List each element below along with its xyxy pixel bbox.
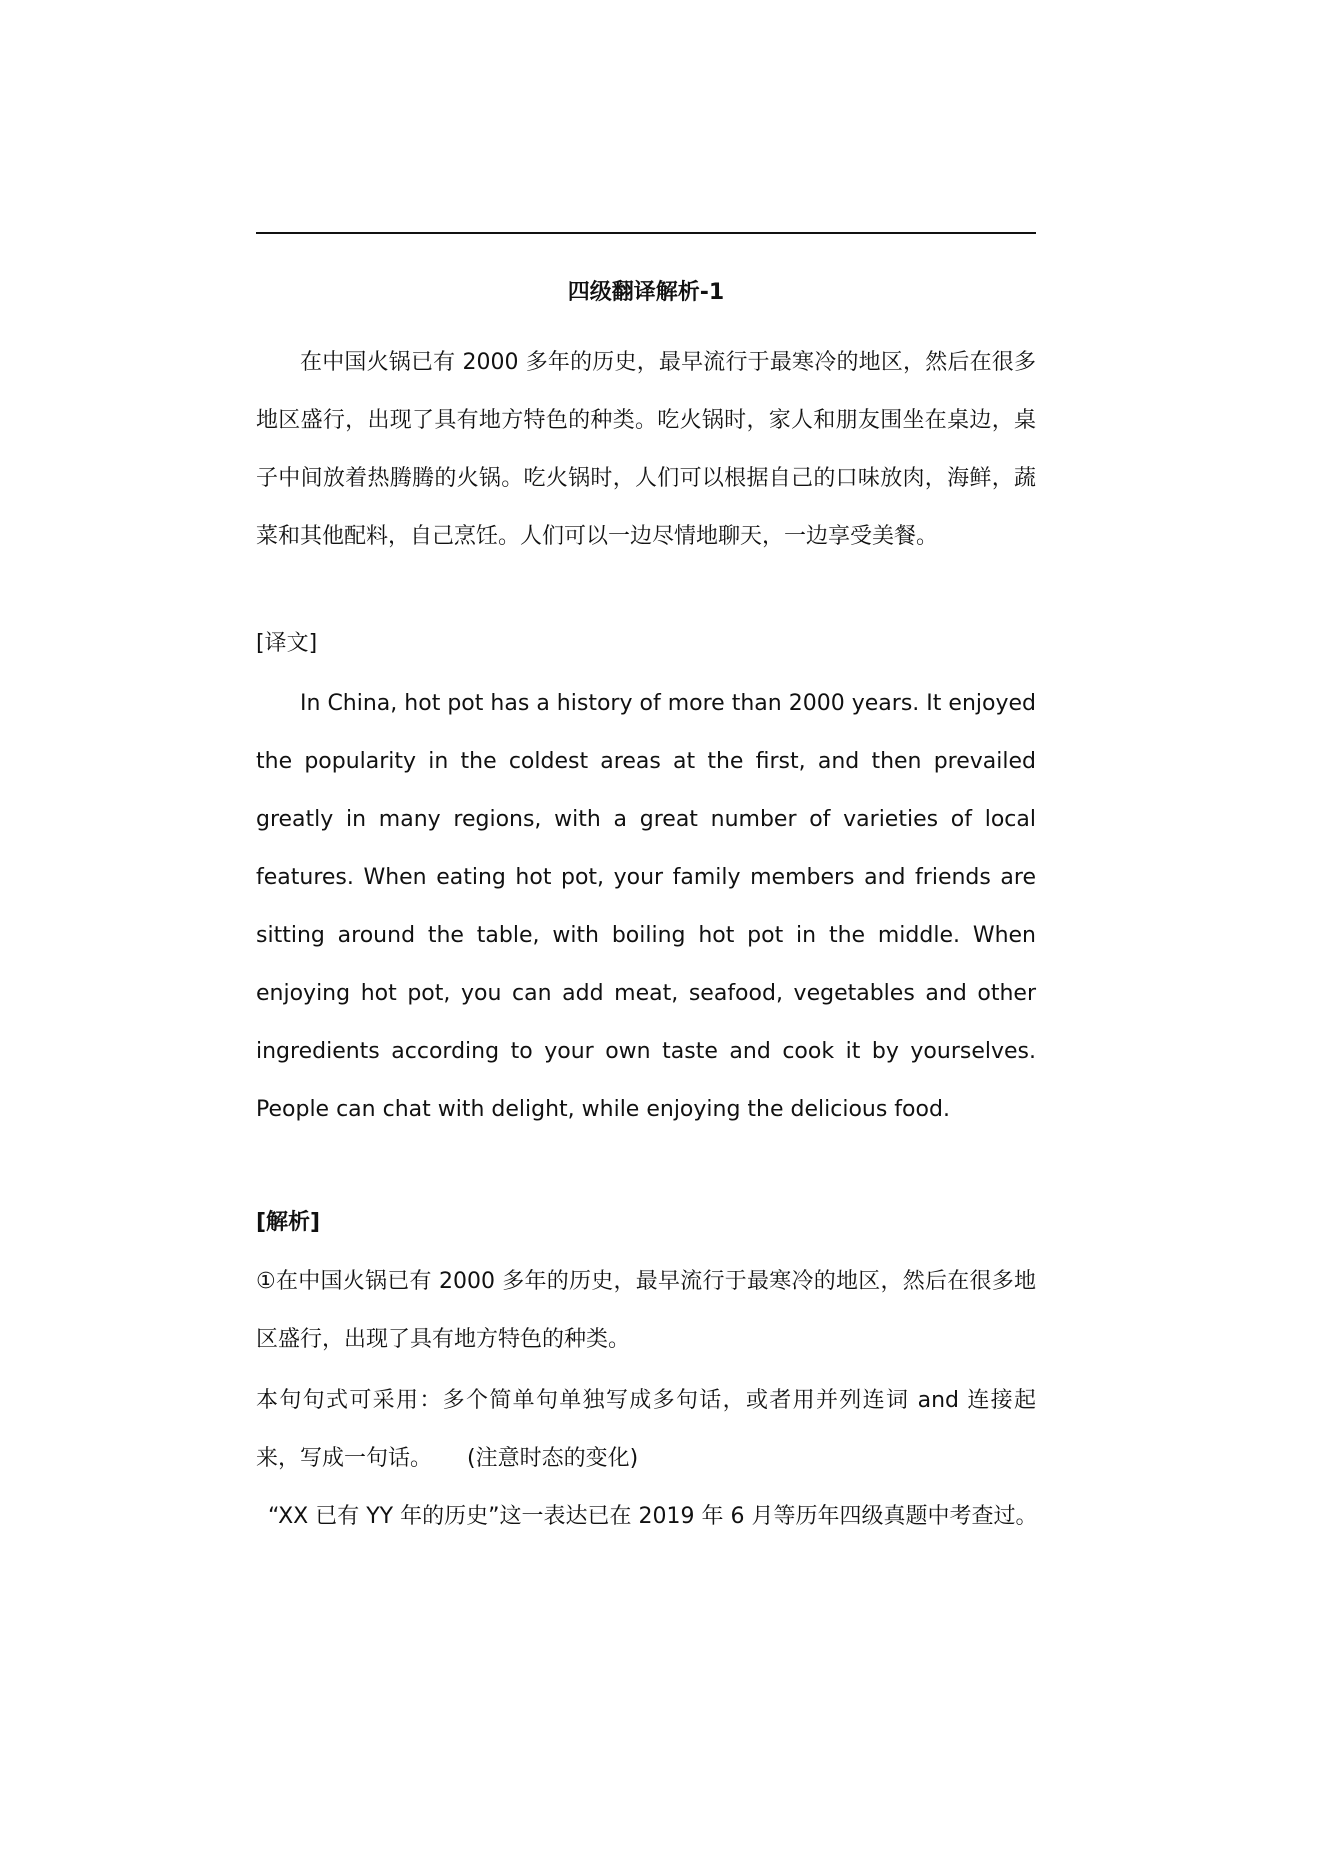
- analysis-note: 本句句式可采用：多个简单句单独写成多句话，或者用并列连词 and 连接起来，写成一句话。: [256, 1388, 1036, 1471]
- analysis-note-block: [256, 1372, 1036, 1488]
- analysis-tip: “XX 已有 YY 年的历史”这一表达已在 2019 年 6 月等历年四级真题中考查过。: [268, 1504, 1038, 1529]
- translation-heading: [译文]: [256, 631, 318, 656]
- analysis-tense-note: (注意时态的变化): [467, 1446, 639, 1471]
- document-title: 四级翻译解析-1: [567, 280, 725, 305]
- source-paragraph: 在中国火锅已有 2000 多年的历史，最早流行于最寒冷的地区，然后在很多地区盛行，出现了具有地方特色的种类。吃火锅时，家人和朋友围坐在桌边，桌子中间放着热腾腾的火锅。吃火锅时，人们可以根据自己的口味放肉，海鲜，蔬菜和其他配料，自己烹饪。人们可以一边尽情地聊天，一边享受美餐。: [256, 350, 1036, 549]
- analysis-heading: [解析]: [256, 1210, 321, 1235]
- header-rule: [256, 232, 1036, 234]
- analysis-sentence: ①在中国火锅已有 2000 多年的历史，最早流行于最寒冷的地区，然后在很多地区盛行，出现了具有地方特色的种类。: [256, 1269, 1036, 1352]
- translation-paragraph: In China, hot pot has a history of more than 2000 years. It enjoyed the popularity in the coldest areas at the first, and then prevailed greatly in many regions, with a great number of varieties of local features. When eating hot pot, your family members and friends are sitting around the table, with boiling hot pot in the middle. When enjoying hot pot, you can add meat, seafood, vegetables and other ingredients according to your own taste and cook it by yourselves. People can chat with delight, while enjoying the delicious food.: [256, 691, 1036, 1122]
